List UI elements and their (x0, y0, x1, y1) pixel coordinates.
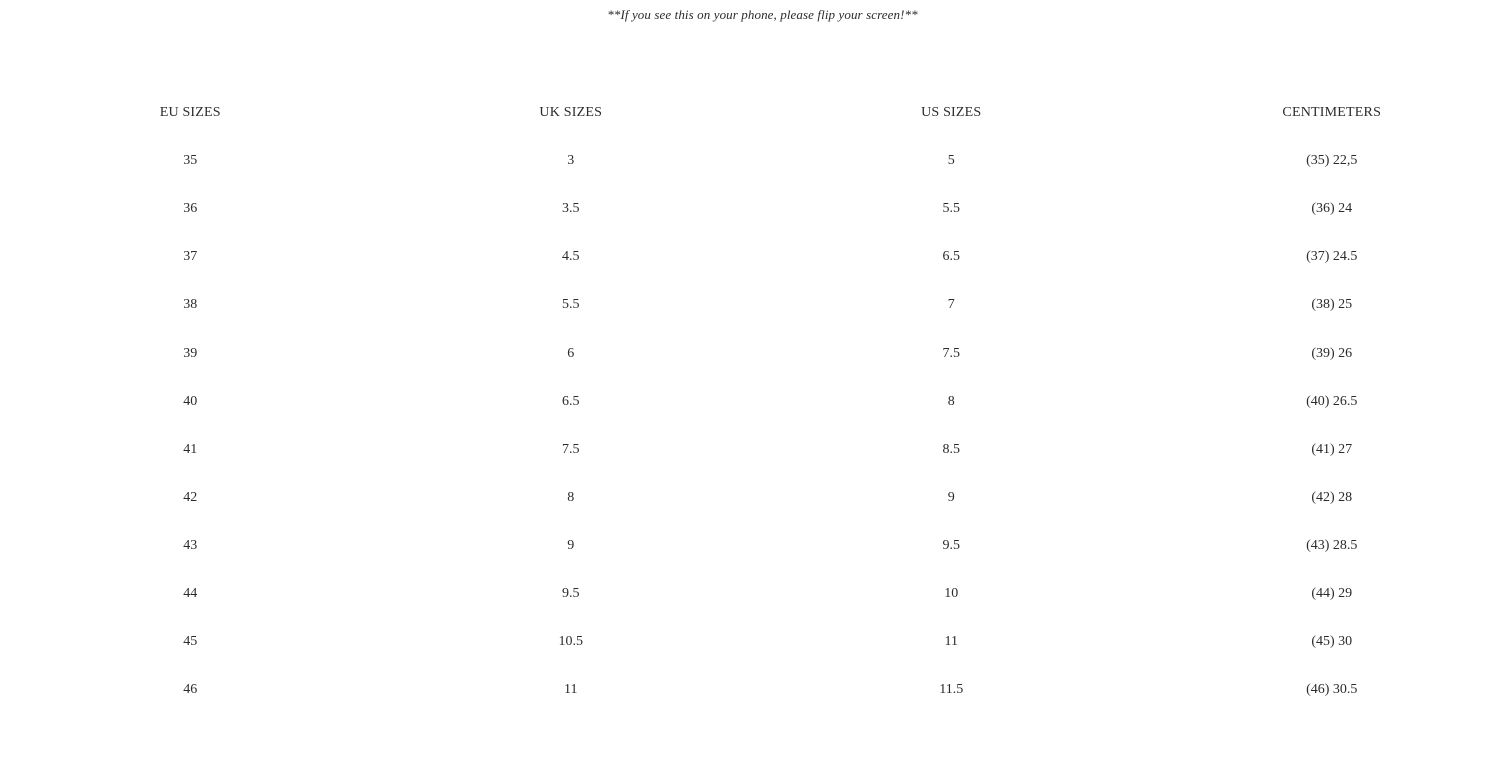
us-size-cell: 8.5 (942, 441, 960, 457)
centimeters-cell: (36) 24 (1311, 201, 1353, 217)
centimeters-cell: (44) 29 (1311, 585, 1353, 601)
uk-size-cell: 9 (567, 537, 575, 553)
flip-screen-notice: **If you see this on your phone, please flip your screen!** (607, 7, 918, 22)
centimeters-cell: (46) 30.5 (1306, 682, 1358, 698)
centimeters-cell: (35) 22,5 (1306, 153, 1358, 169)
uk-size-cell: 8 (567, 489, 575, 505)
eu-size-cell: 46 (183, 682, 198, 698)
eu-size-cell: 36 (183, 201, 198, 217)
us-size-cell: 9 (947, 489, 955, 505)
eu-size-cell: 44 (183, 585, 198, 601)
uk-size-cell: 6 (567, 345, 575, 361)
table-row (0, 474, 1503, 522)
centimeters-cell: (42) 28 (1311, 489, 1353, 505)
table-row (0, 570, 1503, 618)
eu-size-cell: 38 (183, 297, 198, 313)
table-row (0, 185, 1503, 233)
uk-size-cell: 4.5 (562, 249, 580, 265)
us-size-cell: 8 (947, 393, 955, 409)
uk-size-cell: 6.5 (562, 393, 580, 409)
header-us-sizes: US SIZES (921, 105, 982, 121)
header-centimeters: CENTIMETERS (1282, 105, 1382, 121)
us-size-cell: 6.5 (942, 249, 960, 265)
eu-size-cell: 35 (183, 153, 198, 169)
uk-size-cell: 3 (567, 153, 575, 169)
centimeters-cell: (37) 24.5 (1306, 249, 1358, 265)
table-header-row (0, 89, 1503, 137)
centimeters-cell: (40) 26.5 (1306, 393, 1358, 409)
us-size-cell: 5.5 (942, 201, 960, 217)
table-row (0, 522, 1503, 570)
eu-size-cell: 42 (183, 489, 198, 505)
uk-size-cell: 9.5 (562, 585, 580, 601)
table-row (0, 329, 1503, 377)
table-row (0, 666, 1503, 714)
uk-size-cell: 10.5 (558, 634, 583, 650)
eu-size-cell: 39 (183, 345, 198, 361)
centimeters-cell: (39) 26 (1311, 345, 1353, 361)
eu-size-cell: 45 (183, 634, 198, 650)
uk-size-cell: 11 (564, 682, 578, 698)
header-uk-sizes: UK SIZES (539, 105, 603, 121)
header-eu-sizes: EU SIZES (159, 105, 221, 121)
uk-size-cell: 7.5 (562, 441, 580, 457)
us-size-cell: 9.5 (942, 537, 960, 553)
eu-size-cell: 43 (183, 537, 198, 553)
centimeters-cell: (38) 25 (1311, 297, 1353, 313)
uk-size-cell: 5.5 (562, 297, 580, 313)
us-size-cell: 7 (947, 297, 955, 313)
us-size-cell: 10 (944, 585, 959, 601)
eu-size-cell: 40 (183, 393, 198, 409)
table-body (0, 137, 1503, 714)
table-row (0, 281, 1503, 329)
table-row (0, 233, 1503, 281)
us-size-cell: 5 (947, 153, 955, 169)
centimeters-cell: (43) 28.5 (1306, 537, 1358, 553)
table-row (0, 137, 1503, 185)
table-row (0, 426, 1503, 474)
table-row (0, 378, 1503, 426)
us-size-cell: 11 (944, 634, 958, 650)
size-chart-table (0, 89, 1503, 714)
centimeters-cell: (45) 30 (1311, 634, 1353, 650)
us-size-cell: 11.5 (939, 682, 964, 698)
table-row (0, 618, 1503, 666)
uk-size-cell: 3.5 (562, 201, 580, 217)
eu-size-cell: 37 (183, 249, 198, 265)
eu-size-cell: 41 (183, 441, 198, 457)
centimeters-cell: (41) 27 (1311, 441, 1353, 457)
us-size-cell: 7.5 (942, 345, 960, 361)
